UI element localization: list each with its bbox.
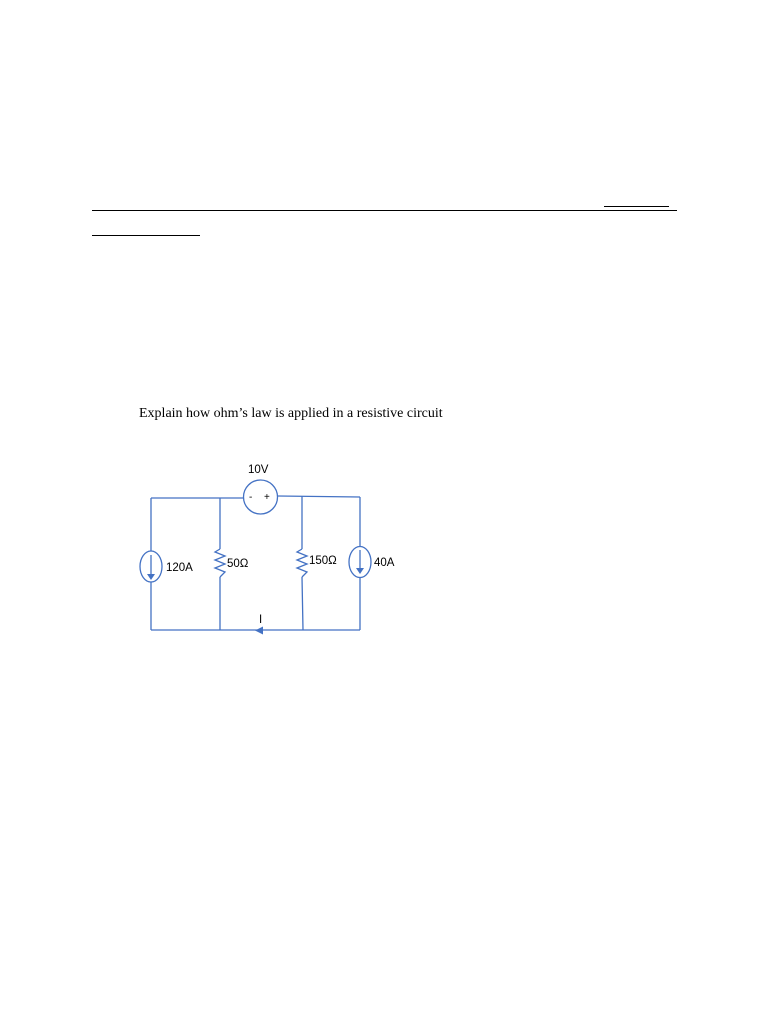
voltage-plus-sign: + bbox=[264, 492, 270, 503]
voltage-source-label: 10V bbox=[248, 464, 269, 476]
resistor-150-zigzag bbox=[297, 549, 307, 577]
current-source-120a-label: 120A bbox=[166, 562, 193, 574]
resistor-50-label: 50Ω bbox=[227, 558, 249, 570]
arrow-down-icon bbox=[147, 574, 155, 580]
resistor-50-zigzag bbox=[215, 549, 225, 577]
current-source-40a bbox=[349, 547, 371, 578]
question-text: Explain how ohm’s law is applied in a resistive circuit bbox=[139, 406, 443, 421]
current-source-40a-label: 40A bbox=[374, 557, 395, 569]
arrow-down-icon bbox=[356, 568, 364, 574]
current-label: I bbox=[259, 614, 263, 626]
current-source-120a bbox=[140, 551, 162, 582]
top-wire-right bbox=[278, 496, 360, 497]
current-arrow-icon bbox=[255, 627, 263, 635]
resistor-150-label: 150Ω bbox=[309, 555, 337, 567]
voltage-minus-sign: - bbox=[249, 492, 253, 503]
